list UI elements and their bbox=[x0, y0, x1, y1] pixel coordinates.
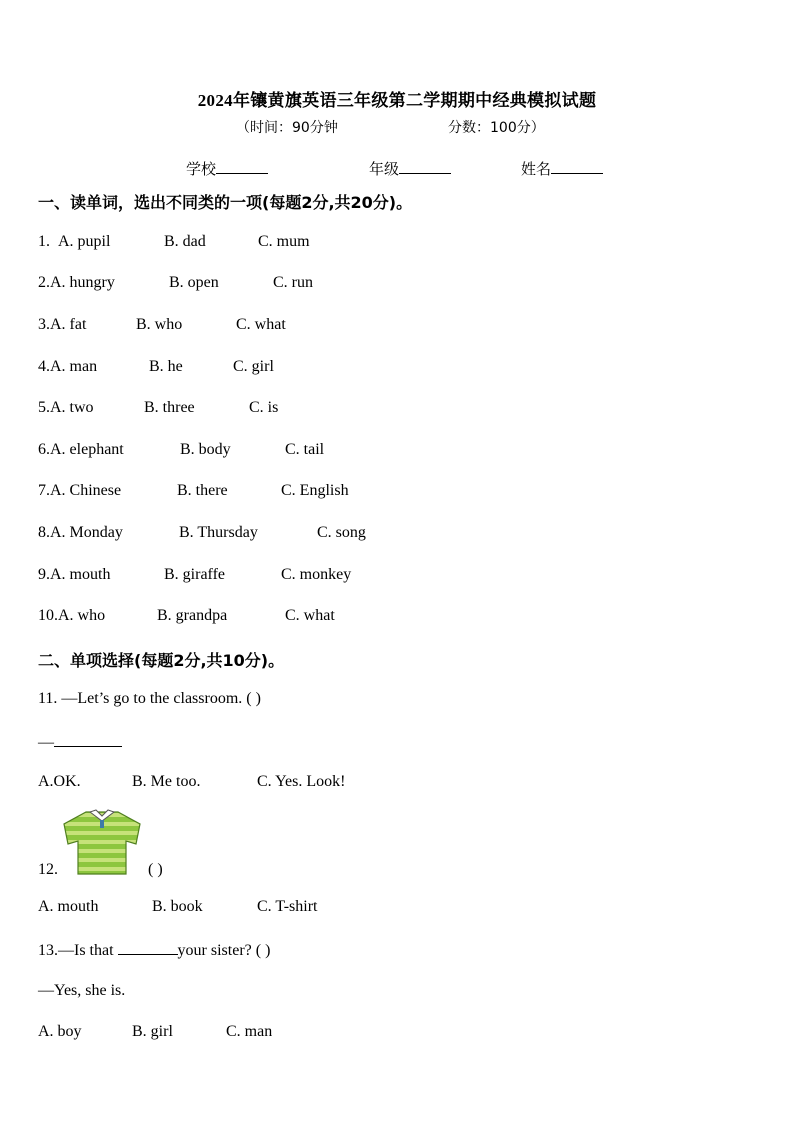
question-13-reply: —Yes, she is. bbox=[38, 982, 126, 999]
option-c: C. mum bbox=[258, 233, 310, 250]
option-a: A. two bbox=[50, 399, 94, 416]
option-b: B. grandpa bbox=[157, 607, 228, 624]
option-a: A. fat bbox=[50, 316, 87, 333]
question-5: 5.A. two B. three C. is bbox=[38, 399, 279, 416]
option-a: A. man bbox=[50, 358, 98, 375]
school-blank[interactable] bbox=[216, 159, 268, 174]
page-title: 2024年镶黄旗英语三年级第二学期期中经典模拟试题 bbox=[197, 91, 597, 110]
option-b: B. Me too. bbox=[132, 773, 201, 790]
option-a: A. pupil bbox=[58, 233, 111, 250]
option-c: C. man bbox=[226, 1023, 273, 1040]
answer-blank[interactable] bbox=[118, 940, 178, 955]
question-1: 1. A. pupil B. dad C. mum bbox=[38, 233, 310, 250]
option-c: C. what bbox=[236, 316, 286, 333]
question-10: 10.A. who B. grandpa C. what bbox=[38, 607, 335, 624]
option-a: A. hungry bbox=[50, 274, 115, 291]
question-11-stem: 11. —Let’s go to the classroom. ( ) bbox=[38, 690, 261, 707]
question-13-options bbox=[38, 1023, 272, 1041]
option-a: A. boy bbox=[38, 1023, 82, 1040]
option-a: A. who bbox=[58, 607, 106, 624]
grade-field: 年级 bbox=[369, 158, 521, 179]
question-13-stem: 13.—Is that your sister? ( ) bbox=[38, 942, 271, 959]
option-c: C. tail bbox=[285, 441, 325, 458]
option-b: B. body bbox=[180, 441, 231, 458]
option-c: C. monkey bbox=[281, 566, 352, 583]
option-b: B. Thursday bbox=[179, 524, 258, 541]
name-blank[interactable] bbox=[551, 159, 603, 174]
option-b: B. three bbox=[144, 399, 195, 416]
section-1-heading: 一、读单词，选出不同类的一项(每题2分,共20分)。 bbox=[38, 193, 413, 212]
option-c: C. song bbox=[317, 524, 366, 541]
question-7: 7.A. Chinese B. there C. English bbox=[38, 482, 349, 499]
option-a: A. mouth bbox=[38, 898, 99, 915]
question-11-options bbox=[38, 773, 345, 791]
student-info bbox=[186, 158, 603, 179]
question-12-stem: 12. ( ) bbox=[38, 861, 163, 878]
total-score: 分数：100分） bbox=[448, 120, 545, 136]
option-b: B. he bbox=[149, 358, 183, 375]
option-a: A.OK. bbox=[38, 773, 81, 790]
option-c: C. Yes. Look! bbox=[257, 773, 346, 790]
option-a: A. elephant bbox=[50, 441, 124, 458]
question-9: 9.A. mouth B. giraffe C. monkey bbox=[38, 566, 352, 583]
option-c: C. English bbox=[281, 482, 349, 499]
school-field: 学校 bbox=[186, 158, 369, 179]
question-11-reply: — bbox=[38, 732, 122, 752]
option-b: B. book bbox=[152, 898, 203, 915]
question-3: 3.A. fat B. who C. what bbox=[38, 316, 286, 333]
option-a: A. Monday bbox=[50, 524, 123, 541]
option-b: B. giraffe bbox=[164, 566, 226, 583]
time-limit: （时间：90分钟 bbox=[236, 120, 338, 136]
option-b: B. who bbox=[136, 316, 183, 333]
grade-blank[interactable] bbox=[399, 159, 451, 174]
question-8: 8.A. Monday B. Thursday C. song bbox=[38, 524, 366, 541]
option-c: C. girl bbox=[233, 358, 274, 375]
option-c: C. run bbox=[273, 274, 313, 291]
answer-blank[interactable] bbox=[54, 732, 122, 747]
option-a: A. mouth bbox=[50, 566, 111, 583]
option-b: B. girl bbox=[132, 1023, 173, 1040]
question-2: 2.A. hungry B. open C. run bbox=[38, 274, 313, 291]
name-field: 姓名 bbox=[521, 158, 603, 179]
question-6: 6.A. elephant B. body C. tail bbox=[38, 441, 325, 458]
option-c: C. T-shirt bbox=[257, 898, 318, 915]
section-2-heading: 二、单项选择(每题2分,共10分)。 bbox=[38, 651, 285, 670]
option-b: B. open bbox=[169, 274, 219, 291]
option-c: C. is bbox=[249, 399, 279, 416]
exam-meta bbox=[236, 117, 545, 137]
option-c: C. what bbox=[285, 607, 335, 624]
option-b: B. there bbox=[177, 482, 228, 499]
question-12-options bbox=[38, 898, 317, 916]
option-a: A. Chinese bbox=[50, 482, 122, 499]
option-b: B. dad bbox=[164, 233, 206, 250]
question-4: 4.A. man B. he C. girl bbox=[38, 358, 274, 375]
